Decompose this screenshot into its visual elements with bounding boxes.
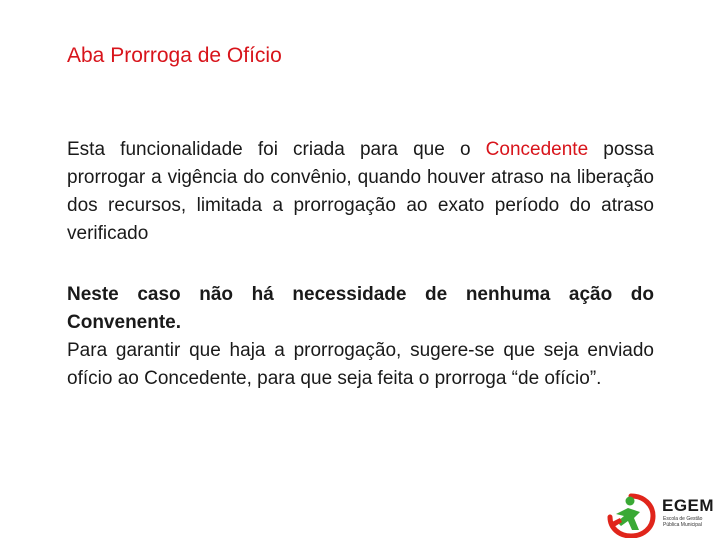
egem-logo [606,490,716,540]
paragraph-instructions [67,281,654,393]
recommendation-text: Para garantir que haja a prorrogação, sugere-se que seja enviado ofício ao Concedente, para que seja feita o prorroga “de ofício”. [67,340,654,389]
paragraph-description [67,136,654,248]
logo-subtitle: Escola de Gestão Pública Municipal [663,516,703,528]
bold-statement: Neste caso não há necessidade de nenhuma ação do Convenente. [67,284,654,333]
logo-wordmark: EGEM [662,496,715,515]
highlight-concedente: Concedente [485,139,589,160]
paragraph-text-start: Esta funcionalidade foi criada para que o [67,139,486,160]
paragraph-text-end: possa prorrogar a vigência do convênio, quando houver atraso na liberação dos recursos, limitada a prorrogação ao exato período do atraso verificado [67,139,654,244]
egem-emblem-icon [606,492,656,538]
slide-title: Aba Prorroga de Ofício [67,44,282,67]
